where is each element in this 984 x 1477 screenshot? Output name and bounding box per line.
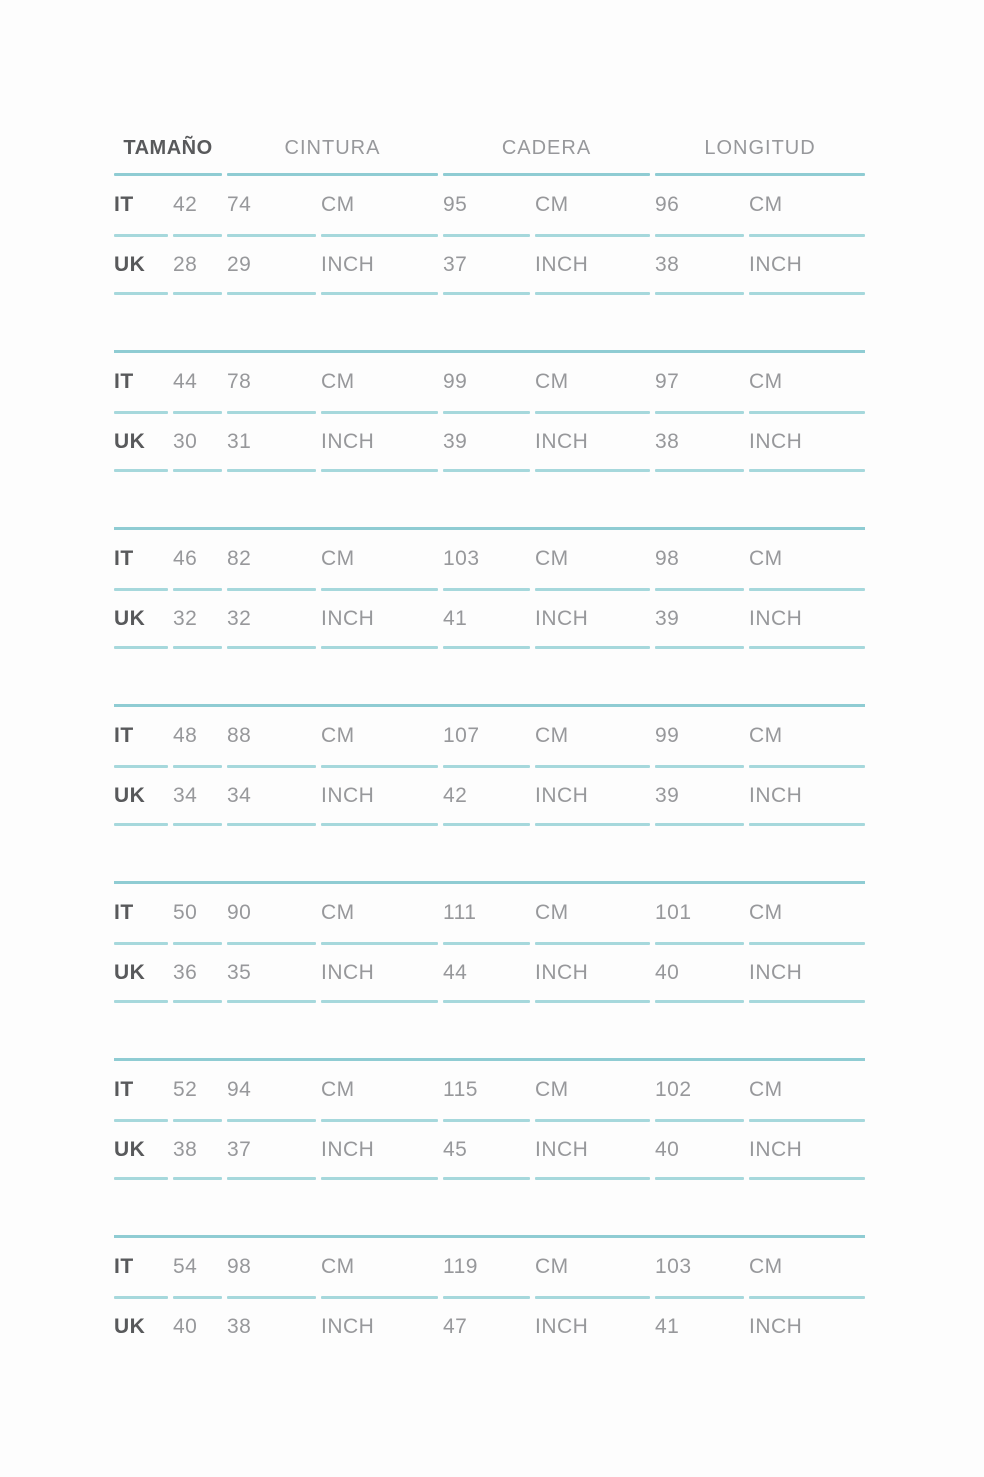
row-label: UK [114,783,146,807]
row-underline-segment [655,646,744,649]
size-block [114,353,865,472]
size-value: 47 [443,1314,468,1338]
unit-label: INCH [321,960,375,984]
row-underline-segment [173,469,222,472]
table-row-it [114,1061,865,1119]
size-value: 107 [443,724,480,747]
row-underline-segment [227,1119,316,1122]
row-underline-segment [114,1296,168,1299]
row-underline-segment [749,234,865,237]
unit-label: CM [535,1255,569,1278]
unit-label: INCH [749,960,803,984]
size-value: 39 [655,606,680,630]
size-value: 115 [443,1078,478,1101]
size-value: 111 [443,901,477,924]
row-underline-segment [227,765,316,768]
row-underline-segment [443,234,530,237]
size-value: 52 [173,1078,198,1101]
row-underline-segment [535,469,650,472]
row-underline-segment [114,1177,168,1180]
size-value: 98 [655,547,680,570]
row-underline-segment [535,588,650,591]
row-label: IT [114,901,134,924]
row-underline-segment [535,234,650,237]
unit-label: CM [321,1078,355,1101]
row-underline-segment [173,411,222,414]
row-underline-segment [749,1119,865,1122]
block-separator-line [114,1003,865,1061]
column-header-longitud: LONGITUD [704,137,816,159]
size-value: 103 [443,547,480,570]
row-underline-segment [114,765,168,768]
unit-label: CM [321,901,355,924]
size-value: 54 [173,1255,198,1278]
row-underline-segment [443,411,530,414]
size-value: 34 [227,783,252,807]
row-underline-segment [655,469,744,472]
size-block [114,1061,865,1180]
row-underline-segment [173,1296,222,1299]
row-underline-segment [535,942,650,945]
row-underline-segment [749,588,865,591]
table-header-row [114,124,865,173]
size-value: 44 [173,370,198,393]
row-label: IT [114,1078,134,1101]
size-value: 39 [655,783,680,807]
block-separator-line [114,649,865,707]
row-underline [114,469,865,472]
size-value: 74 [227,193,252,216]
column-header-cadera: CADERA [501,137,592,159]
unit-label: INCH [535,606,589,630]
row-underline-segment [114,411,168,414]
row-underline-segment [321,765,438,768]
row-underline-segment [173,1000,222,1003]
block-separator-line [114,826,865,884]
row-underline-segment [114,1119,168,1122]
size-block [114,884,865,1003]
row-underline-segment [173,646,222,649]
table-row-uk [114,768,865,823]
size-value: 102 [655,1078,692,1101]
size-value: 38 [655,252,680,276]
unit-label: CM [535,547,569,570]
row-underline-segment [655,411,744,414]
row-underline-segment [173,234,222,237]
row-label: UK [114,429,146,453]
size-value: 78 [227,370,252,393]
row-label: UK [114,1137,146,1161]
table-row-it [114,530,865,588]
unit-label: CM [749,370,783,393]
row-underline-segment [227,411,316,414]
table-row-uk [114,1122,865,1177]
row-underline-segment [749,411,865,414]
unit-label: CM [749,724,783,747]
size-value: 42 [173,193,198,216]
row-underline [114,1177,865,1180]
size-value: 31 [227,429,252,453]
table-row-it [114,884,865,942]
row-label: UK [114,252,146,276]
table-body [114,176,865,1354]
row-underline-segment [173,942,222,945]
unit-label: CM [749,901,783,924]
unit-label: CM [749,1078,783,1101]
row-underline-segment [227,1000,316,1003]
row-underline-segment [749,1000,865,1003]
row-underline [114,292,865,295]
row-underline-segment [749,823,865,826]
row-underline-segment [227,1177,316,1180]
size-block [114,530,865,649]
row-label: UK [114,1314,146,1338]
row-underline-segment [227,823,316,826]
size-value: 95 [443,193,468,216]
row-underline-segment [535,765,650,768]
block-separator-line [114,295,865,353]
unit-label: INCH [321,1137,375,1161]
row-underline-segment [173,1177,222,1180]
row-underline [114,1296,865,1299]
row-label: IT [114,193,134,216]
row-underline [114,646,865,649]
row-underline-segment [321,1119,438,1122]
row-underline-segment [227,942,316,945]
row-label: IT [114,724,134,747]
row-underline-segment [655,823,744,826]
row-underline-segment [173,588,222,591]
unit-label: INCH [749,1137,803,1161]
unit-label: INCH [535,429,589,453]
unit-label: INCH [535,783,589,807]
row-label: UK [114,606,146,630]
unit-label: CM [535,370,569,393]
row-underline-segment [749,292,865,295]
row-underline-segment [655,765,744,768]
row-underline [114,411,865,414]
size-value: 37 [227,1137,252,1161]
row-underline-segment [535,1177,650,1180]
size-value: 44 [443,960,468,984]
unit-label: CM [535,724,569,747]
unit-label: INCH [535,1314,589,1338]
header-underline [114,173,865,176]
row-underline-segment [114,1000,168,1003]
row-underline-segment [321,646,438,649]
row-underline-segment [443,1296,530,1299]
unit-label: INCH [749,252,803,276]
size-value: 99 [443,370,468,393]
row-underline-segment [114,942,168,945]
row-underline-segment [443,1119,530,1122]
row-underline-segment [227,292,316,295]
row-label: IT [114,1255,134,1278]
unit-label: INCH [749,783,803,807]
row-underline-segment [114,234,168,237]
row-underline-segment [114,823,168,826]
size-value: 101 [655,901,692,924]
row-underline-segment [321,234,438,237]
row-underline-segment [321,469,438,472]
unit-label: INCH [321,252,375,276]
row-underline-segment [655,942,744,945]
size-value: 42 [443,783,468,807]
row-underline-segment [655,1119,744,1122]
size-value: 39 [443,429,468,453]
row-underline-segment [443,292,530,295]
size-block [114,707,865,826]
table-row-uk [114,591,865,646]
size-value: 48 [173,724,198,747]
row-label: IT [114,370,134,393]
row-underline-segment [749,1296,865,1299]
table-row-it [114,1238,865,1296]
row-underline-segment [749,469,865,472]
row-label: IT [114,547,134,570]
size-value: 119 [443,1255,478,1278]
row-underline-segment [443,1000,530,1003]
size-value: 38 [227,1314,252,1338]
row-underline-segment [535,292,650,295]
size-value: 99 [655,724,680,747]
row-underline-segment [443,1177,530,1180]
row-underline-segment [321,411,438,414]
row-underline-segment [535,1119,650,1122]
row-underline-segment [535,646,650,649]
row-underline-segment [321,823,438,826]
row-underline-segment [321,588,438,591]
row-underline-segment [749,1177,865,1180]
row-underline-segment [655,1177,744,1180]
size-value: 97 [655,370,680,393]
size-value: 28 [173,252,198,276]
size-value: 41 [443,606,468,630]
size-value: 50 [173,901,198,924]
unit-label: INCH [749,1314,803,1338]
unit-label: INCH [321,606,375,630]
row-underline [114,588,865,591]
size-value: 46 [173,547,198,570]
row-underline [114,765,865,768]
unit-label: CM [321,1255,355,1278]
row-underline-segment [173,765,222,768]
size-value: 90 [227,901,252,924]
row-underline [114,823,865,826]
row-underline-segment [173,823,222,826]
size-value: 32 [227,606,252,630]
row-underline-segment [443,942,530,945]
row-underline-segment [114,646,168,649]
row-label: UK [114,960,146,984]
row-underline-segment [443,469,530,472]
row-underline-segment [535,823,650,826]
row-underline-segment [535,411,650,414]
row-underline-segment [227,588,316,591]
row-underline-segment [749,942,865,945]
row-underline-segment [227,1296,316,1299]
table-row-uk [114,1299,865,1354]
row-underline-segment [114,588,168,591]
row-underline-segment [443,588,530,591]
size-block [114,176,865,295]
row-underline-segment [227,646,316,649]
size-value: 88 [227,724,252,747]
size-value: 96 [655,193,680,216]
size-value: 35 [227,960,252,984]
table-row-it [114,707,865,765]
unit-label: CM [321,193,355,216]
size-value: 98 [227,1255,252,1278]
table-row-uk [114,237,865,292]
header-underline-segment [227,173,438,176]
size-value: 40 [655,1137,680,1161]
unit-label: INCH [535,252,589,276]
column-header-tamano: TAMAÑO [123,137,213,159]
row-underline-segment [535,1296,650,1299]
size-value: 103 [655,1255,692,1278]
size-block [114,1238,865,1354]
block-separator-line [114,1180,865,1238]
unit-label: CM [535,193,569,216]
table-row-uk [114,945,865,1000]
row-underline-segment [114,469,168,472]
unit-label: CM [749,547,783,570]
unit-label: CM [321,547,355,570]
row-underline-segment [321,1296,438,1299]
block-separator-line [114,472,865,530]
size-value: 94 [227,1078,252,1101]
row-underline-segment [321,1177,438,1180]
size-value: 41 [655,1314,680,1338]
unit-label: INCH [321,783,375,807]
row-underline-segment [749,646,865,649]
row-underline [114,1000,865,1003]
row-underline [114,1119,865,1122]
row-underline-segment [535,1000,650,1003]
header-underline-segment [655,173,865,176]
unit-label: INCH [321,1314,375,1338]
size-value: 32 [173,606,198,630]
row-underline-segment [321,292,438,295]
size-value: 34 [173,783,198,807]
row-underline-segment [655,292,744,295]
unit-label: CM [535,901,569,924]
size-value: 40 [655,960,680,984]
size-value: 36 [173,960,198,984]
unit-label: CM [749,1255,783,1278]
row-underline-segment [655,1000,744,1003]
row-underline-segment [749,765,865,768]
row-underline-segment [173,1119,222,1122]
size-value: 38 [173,1137,198,1161]
row-underline-segment [443,765,530,768]
table-row-it [114,176,865,234]
unit-label: CM [535,1078,569,1101]
size-value: 45 [443,1137,468,1161]
unit-label: INCH [535,960,589,984]
unit-label: CM [749,193,783,216]
row-underline-segment [173,292,222,295]
header-underline-segment [443,173,650,176]
size-value: 40 [173,1314,198,1338]
table-row-uk [114,414,865,469]
row-underline-segment [321,942,438,945]
row-underline-segment [655,234,744,237]
size-chart-table [114,124,865,1354]
unit-label: INCH [321,429,375,453]
size-value: 29 [227,252,252,276]
header-underline-segment [114,173,222,176]
row-underline [114,234,865,237]
column-header-cintura: CINTURA [284,137,381,159]
row-underline-segment [655,588,744,591]
table-row-it [114,353,865,411]
unit-label: INCH [535,1137,589,1161]
row-underline-segment [227,234,316,237]
row-underline-segment [227,469,316,472]
row-underline-segment [655,1296,744,1299]
row-underline-segment [443,823,530,826]
size-value: 38 [655,429,680,453]
size-value: 37 [443,252,468,276]
unit-label: INCH [749,429,803,453]
unit-label: INCH [749,606,803,630]
unit-label: CM [321,724,355,747]
size-value: 30 [173,429,198,453]
row-underline [114,942,865,945]
row-underline-segment [321,1000,438,1003]
row-underline-segment [443,646,530,649]
row-underline-segment [114,292,168,295]
unit-label: CM [321,370,355,393]
size-value: 82 [227,547,252,570]
